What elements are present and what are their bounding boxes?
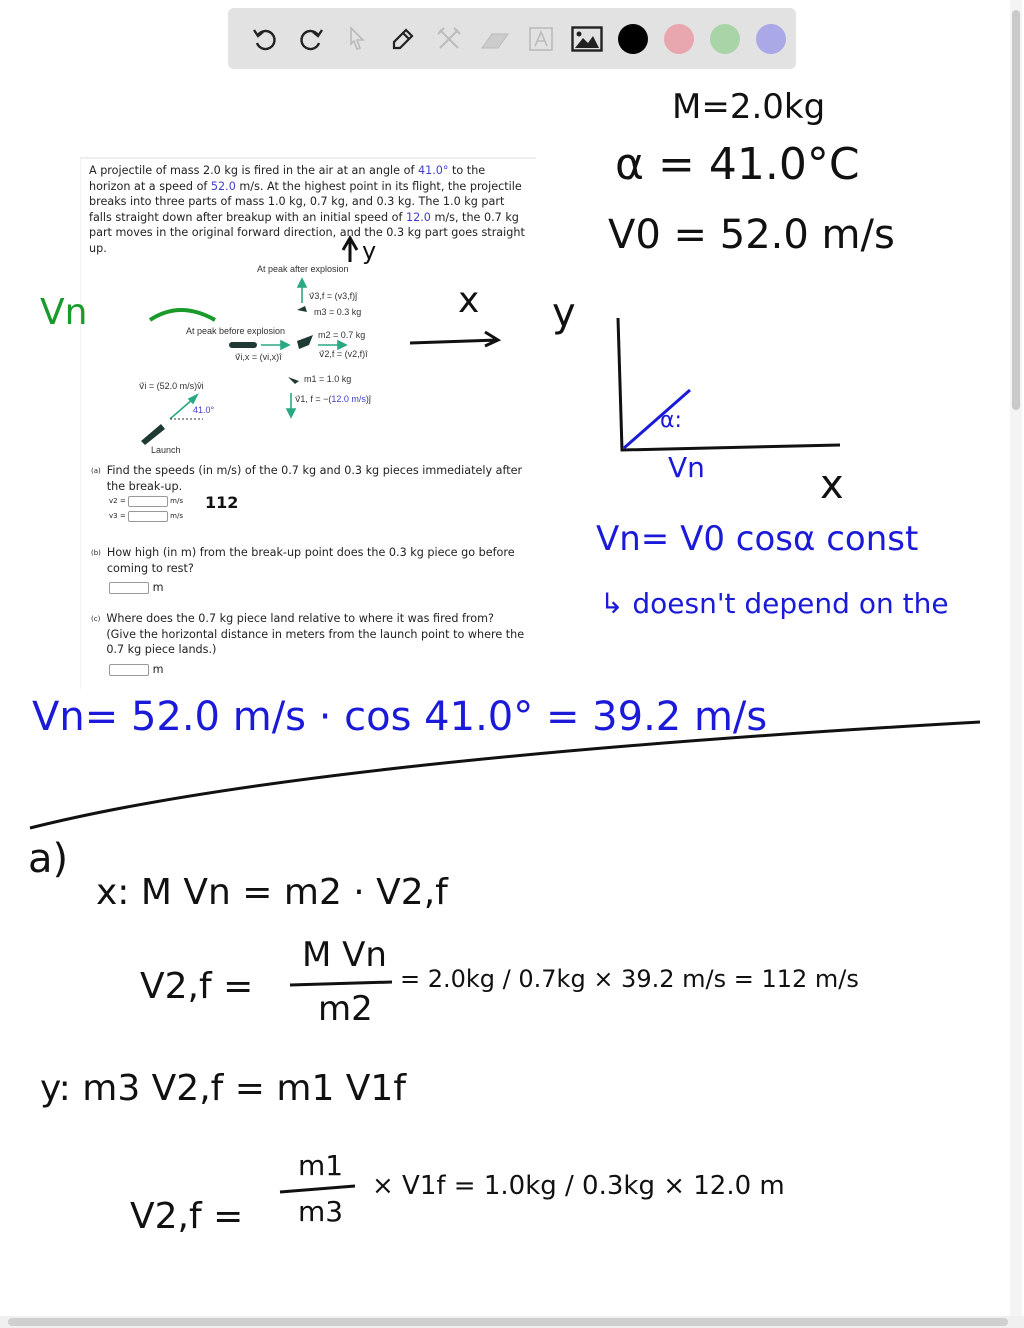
question-number: (c) bbox=[91, 615, 101, 623]
m1-label: m1 = 1.0 kg bbox=[304, 374, 352, 384]
note-v0: V0 = 52.0 m/s bbox=[608, 212, 895, 258]
v2-label: v2 = bbox=[109, 497, 126, 506]
problem-panel bbox=[80, 157, 536, 689]
before-explosion-label: At peak before explosion bbox=[186, 326, 286, 336]
note-v3f-denominator: m3 bbox=[298, 1195, 344, 1228]
note-vn-green: Vn bbox=[40, 292, 88, 333]
note-v2f-left: V2,f = bbox=[140, 966, 254, 1007]
after-explosion-label: At peak after explosion bbox=[257, 264, 349, 274]
vertical-scrollbar[interactable] bbox=[1010, 0, 1022, 1316]
redo-icon[interactable] bbox=[288, 16, 334, 62]
undo-icon[interactable] bbox=[242, 16, 288, 62]
note-alpha-graph: α: bbox=[660, 408, 682, 433]
note-y-momentum: y: m3 V2,f = m1 V1f bbox=[40, 1068, 406, 1109]
note-v3f-result: × V1f = 1.0kg / 0.3kg × 12.0 m bbox=[372, 1171, 785, 1201]
question-c bbox=[91, 611, 531, 677]
color-pink[interactable] bbox=[656, 16, 702, 62]
color-black[interactable] bbox=[610, 16, 656, 62]
vi-label: v⃗i = (52.0 m/s)v̂i bbox=[139, 381, 204, 391]
v3-label: v3 = bbox=[109, 512, 126, 521]
note-v2f-result: = 2.0kg / 0.7kg × 39.2 m/s = 112 m/s bbox=[400, 965, 859, 993]
m2-label: m2 = 0.7 kg bbox=[318, 330, 366, 340]
vix-label: v⃗i,x = (vi,x)î bbox=[235, 352, 282, 362]
note-part-a: a) bbox=[28, 836, 69, 882]
question-text: How high (in m) from the break-up point does the 0.3 kg piece go before coming to rest? bbox=[106, 546, 515, 575]
v1f-label: v⃗1, f = −(12.0 m/s)ĵ bbox=[295, 394, 371, 404]
select-cursor-icon[interactable] bbox=[334, 16, 380, 62]
question-b bbox=[91, 545, 531, 596]
unit: m bbox=[152, 662, 164, 676]
question-text: Where does the 0.7 kg piece land relative to where it was fired from? (Give the horizontal distance in meters from the launch point to where the 0.7 kg piece lands.) bbox=[106, 612, 525, 657]
note-y-axis: y bbox=[362, 237, 377, 265]
color-purple[interactable] bbox=[748, 16, 794, 62]
note-v2f-denominator: m2 bbox=[318, 989, 373, 1029]
m3-label: m3 = 0.3 kg bbox=[314, 307, 362, 317]
v3-input[interactable] bbox=[128, 511, 168, 522]
problem-statement: A projectile of mass 2.0 kg is fired in the air at an angle of 41.0° to the horizon at a speed of 52.0 m/s. At the highest point in its flight, the projectile breaks into three parts of mass 1.0 kg, 0.7 kg, and 0.3 kg. The 1.0 kg part falls straight down after breakup with an initial speed of 12.0 m/s, the 0.7 kg part moves in the original forward direction, and the 0.3 kg part goes straight up. bbox=[89, 164, 525, 255]
text-tool-icon[interactable] bbox=[518, 16, 564, 62]
horizontal-scrollbar[interactable] bbox=[0, 1316, 1024, 1328]
tools-icon[interactable] bbox=[426, 16, 472, 62]
question-number: (a) bbox=[91, 467, 101, 475]
note-v3f-left: V2,f = bbox=[130, 1196, 244, 1237]
eraser-icon[interactable] bbox=[472, 16, 518, 62]
v3f-label: v⃗3,f = (v3,f)ĵ bbox=[309, 291, 358, 301]
pen-icon[interactable] bbox=[380, 16, 426, 62]
image-icon[interactable] bbox=[564, 16, 610, 62]
color-green[interactable] bbox=[702, 16, 748, 62]
scroll-thumb[interactable] bbox=[8, 1318, 1008, 1326]
distance-input[interactable] bbox=[109, 664, 149, 676]
note-v3f-numerator: m1 bbox=[298, 1149, 344, 1182]
note-doesnt-depend: ↳ doesn't depend on the bbox=[600, 587, 949, 620]
note-angle: α = 41.0°C bbox=[615, 139, 860, 190]
note-x-graph: x bbox=[820, 462, 844, 508]
note-v2f-numerator: M Vn bbox=[302, 935, 387, 975]
drawing-toolbar bbox=[228, 8, 796, 69]
launch-label: Launch bbox=[151, 445, 181, 455]
unit: m/s bbox=[170, 512, 183, 521]
question-number: (b) bbox=[91, 549, 101, 557]
note-mass: M=2.0kg bbox=[672, 87, 826, 127]
note-x-axis: x bbox=[458, 280, 480, 321]
question-a bbox=[91, 463, 531, 524]
note-vn-calculation: Vn= 52.0 m/s · cos 41.0° = 39.2 m/s bbox=[32, 694, 768, 740]
question-text: Find the speeds (in m/s) of the 0.7 kg and 0.3 kg pieces immediately after the break-up. bbox=[106, 464, 523, 493]
note-x-momentum: x: M Vn = m2 · V2,f bbox=[96, 872, 448, 913]
angle-label: 41.0° bbox=[193, 405, 215, 415]
unit: m bbox=[152, 581, 164, 595]
note-y-graph: y bbox=[552, 290, 576, 336]
unit: m/s bbox=[170, 497, 183, 506]
note-v2-answer: 112 bbox=[205, 493, 239, 512]
note-vn-definition: Vn= V0 cosα const bbox=[596, 519, 919, 559]
note-vn-axis: Vn bbox=[668, 451, 705, 484]
v2f-label: v⃗2,f = (v2,f)î bbox=[319, 349, 368, 359]
scroll-thumb[interactable] bbox=[1012, 10, 1020, 410]
v2-input[interactable] bbox=[128, 496, 168, 507]
height-input[interactable] bbox=[109, 582, 149, 594]
